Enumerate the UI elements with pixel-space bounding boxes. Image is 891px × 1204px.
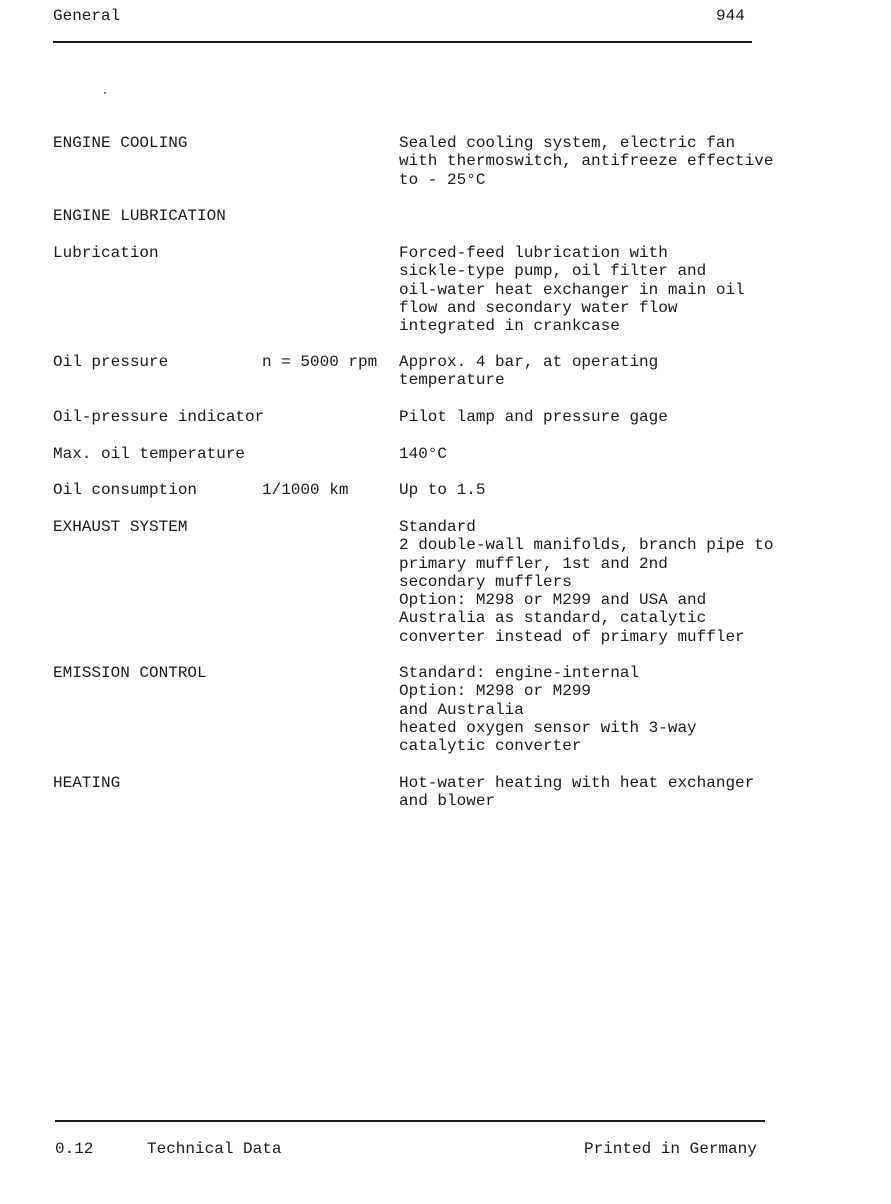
footer-title: Technical Data xyxy=(147,1140,282,1158)
row-label: Oil consumption xyxy=(53,481,198,499)
row-condition: 1/1000 km xyxy=(262,481,349,499)
row-value: 140°C xyxy=(399,445,448,463)
footer-page-number: 0.12 xyxy=(55,1140,94,1158)
header-model: 944 xyxy=(716,7,745,25)
row-label: EXHAUST SYSTEM xyxy=(53,518,188,536)
row-label: ENGINE LUBRICATION xyxy=(53,207,226,225)
footer-rule xyxy=(55,1120,765,1122)
row-label: Max. oil temperature xyxy=(53,445,246,463)
row-condition: n = 5000 rpm xyxy=(262,353,378,371)
stray-mark xyxy=(104,92,106,94)
footer-printed: Printed in Germany xyxy=(584,1140,757,1158)
row-value: Forced-feed lubrication with sickle-type pump, oil filter and oil-water heat exchanger in main oil flow and secondary water flow integrated in crankcase xyxy=(399,244,745,336)
row-value: Approx. 4 bar, at operating temperature xyxy=(399,353,659,390)
row-value: Standard: engine-internal Option: M298 or M299 and Australia heated oxygen sensor with 3-way catalytic converter xyxy=(399,664,697,756)
row-value: Hot-water heating with heat exchanger and blower xyxy=(399,774,755,811)
row-label: Oil pressure xyxy=(53,353,169,371)
header-section: General xyxy=(53,7,121,25)
row-label: HEATING xyxy=(53,774,121,792)
header-rule xyxy=(53,41,752,43)
row-label: Oil-pressure indicator xyxy=(53,408,265,426)
row-label: ENGINE COOLING xyxy=(53,134,188,152)
row-value: Pilot lamp and pressure gage xyxy=(399,408,668,426)
row-value: Sealed cooling system, electric fan with thermoswitch, antifreeze effective to - 25°C xyxy=(399,134,774,189)
row-label: EMISSION CONTROL xyxy=(53,664,207,682)
row-label: Lubrication xyxy=(53,244,159,262)
row-value: Standard 2 double-wall manifolds, branch pipe to primary muffler, 1st and 2nd secondary mufflers Option: M298 or M299 and USA and Australia as standard, catalytic converter instead of primary muffler xyxy=(399,518,774,646)
row-value: Up to 1.5 xyxy=(399,481,486,499)
